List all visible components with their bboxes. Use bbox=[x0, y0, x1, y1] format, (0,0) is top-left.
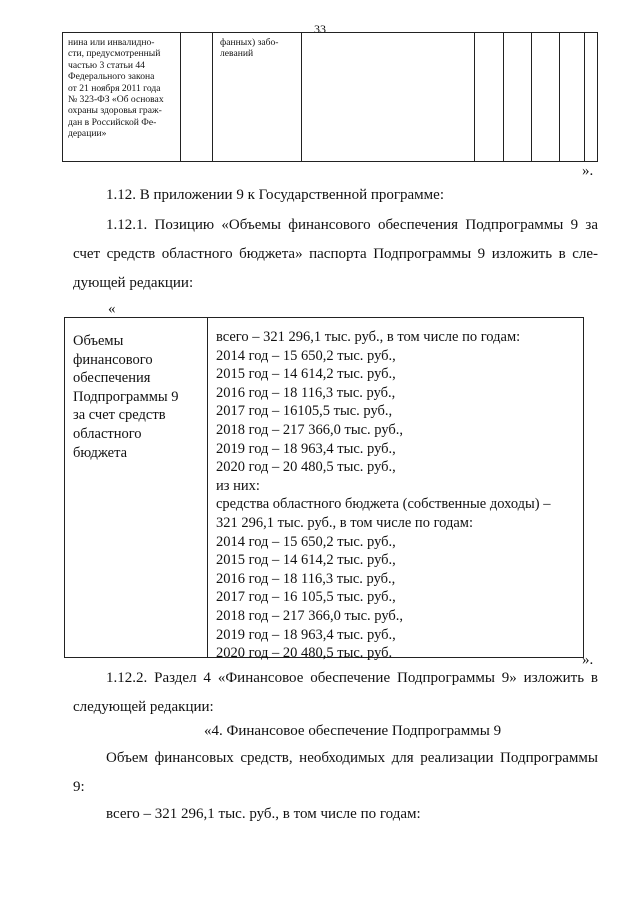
paragraph-line: Объем финансовых средств, необходимых для реализации Подпрограммы bbox=[106, 750, 598, 766]
table-border-right bbox=[597, 33, 598, 161]
value-line: 2020 год – 20 480,5 тыс. руб., bbox=[216, 459, 396, 476]
value-line: 2020 год – 20 480,5 тыс. руб. bbox=[216, 645, 393, 662]
funding-table bbox=[64, 317, 584, 662]
value-line: 2018 год – 217 366,0 тыс. руб., bbox=[216, 421, 404, 438]
value-line: 2015 год – 14 614,2 тыс. руб., bbox=[216, 552, 396, 569]
value-line: средства областного бюджета (собственные доходы) – bbox=[216, 496, 551, 513]
label-line: бюджета bbox=[73, 444, 128, 461]
paragraph-line: следующей редакции: bbox=[73, 699, 214, 715]
value-line: 2017 год – 16 105,5 тыс. руб., bbox=[216, 589, 396, 606]
value-line: из них: bbox=[216, 477, 260, 494]
value-line: 2019 год – 18 963,4 тыс. руб., bbox=[216, 626, 396, 643]
value-line: 2018 год – 217 366,0 тыс. руб., bbox=[216, 607, 404, 624]
continuation-table bbox=[62, 32, 598, 162]
paragraph-1-12-1 bbox=[73, 211, 598, 298]
table-column-divider bbox=[474, 33, 475, 161]
cell-line: дерации» bbox=[68, 128, 107, 140]
paragraph-line: дующей редакции: bbox=[73, 275, 194, 291]
table-cell-law-reference bbox=[68, 37, 176, 140]
table-border-left bbox=[62, 33, 63, 161]
value-line: 321 296,1 тыс. руб., в том числе по годам: bbox=[216, 514, 474, 531]
section-1-12: 1.12. В приложении 9 к Государственной программе: bbox=[106, 187, 444, 203]
label-line: Подпрограммы 9 bbox=[73, 388, 179, 405]
label-line: за счет средств bbox=[73, 407, 166, 424]
cell-line: Федерального закона bbox=[68, 71, 155, 83]
table-column-divider bbox=[301, 33, 302, 161]
value-line: всего – 321 296,1 тыс. руб., в том числе по годам: bbox=[216, 329, 521, 345]
table-column-divider bbox=[584, 33, 585, 161]
paragraph-1-12-2 bbox=[73, 664, 598, 722]
cell-line: нина или инвалидно- bbox=[68, 37, 155, 48]
table-column-divider bbox=[180, 33, 181, 161]
table-column-divider bbox=[559, 33, 560, 161]
value-line: 2017 год – 16105,5 тыс. руб., bbox=[216, 403, 393, 420]
table-column-divider bbox=[212, 33, 213, 161]
paragraph-line: 1.12.2. Раздел 4 «Финансовое обеспечение Подпрограммы 9» изложить в bbox=[106, 670, 598, 686]
table-column-divider bbox=[531, 33, 532, 161]
open-quote: « bbox=[108, 301, 116, 317]
cell-line: фанных) забо- bbox=[220, 37, 279, 48]
cell-line: от 21 ноября 2011 года bbox=[68, 82, 161, 94]
value-line: 2014 год – 15 650,2 тыс. руб., bbox=[216, 533, 396, 550]
label-line: финансового bbox=[73, 351, 153, 368]
cell-line: дан в Российской Фе- bbox=[68, 116, 157, 128]
cell-line: леваний bbox=[220, 48, 254, 60]
closing-quote: ». bbox=[582, 163, 594, 179]
value-line: 2019 год – 18 963,4 тыс. руб., bbox=[216, 440, 396, 457]
value-line: 2016 год – 18 116,3 тыс. руб., bbox=[216, 384, 396, 401]
value-line: 2015 год – 14 614,2 тыс. руб., bbox=[216, 366, 396, 383]
paragraph-volume bbox=[73, 744, 598, 802]
cell-line: сти, предусмотренный bbox=[68, 48, 161, 60]
label-line: Объемы bbox=[73, 333, 124, 349]
label-line: областного bbox=[73, 425, 142, 442]
cell-line: частью 3 статьи 44 bbox=[68, 59, 145, 71]
cell-line: охраны здоровья граж- bbox=[68, 105, 162, 117]
paragraph-line: 9: bbox=[73, 779, 85, 795]
closing-quote: ». bbox=[582, 652, 594, 668]
paragraph-line: 1.12.1. Позицию «Объемы финансового обеспечения Подпрограммы 9 за bbox=[106, 217, 598, 233]
value-line: 2016 год – 18 116,3 тыс. руб., bbox=[216, 570, 396, 587]
section-heading: «4. Финансовое обеспечение Подпрограммы 9 bbox=[204, 723, 502, 739]
cell-line: № 323-ФЗ «Об основах bbox=[68, 94, 164, 106]
page-number: 33 bbox=[314, 22, 326, 36]
table-column-divider bbox=[207, 318, 208, 657]
funding-label-cell bbox=[73, 332, 201, 462]
funding-values-cell bbox=[216, 328, 576, 663]
paragraph-line: счет средств областного бюджета» паспорта Подпрограммы 9 изложить в сле- bbox=[73, 246, 598, 262]
table-cell-diseases bbox=[220, 37, 298, 60]
table-column-divider bbox=[503, 33, 504, 161]
value-line: 2014 год – 15 650,2 тыс. руб., bbox=[216, 347, 396, 364]
total-line: всего – 321 296,1 тыс. руб., в том числе по годам: bbox=[106, 806, 421, 822]
label-line: обеспечения bbox=[73, 370, 151, 387]
